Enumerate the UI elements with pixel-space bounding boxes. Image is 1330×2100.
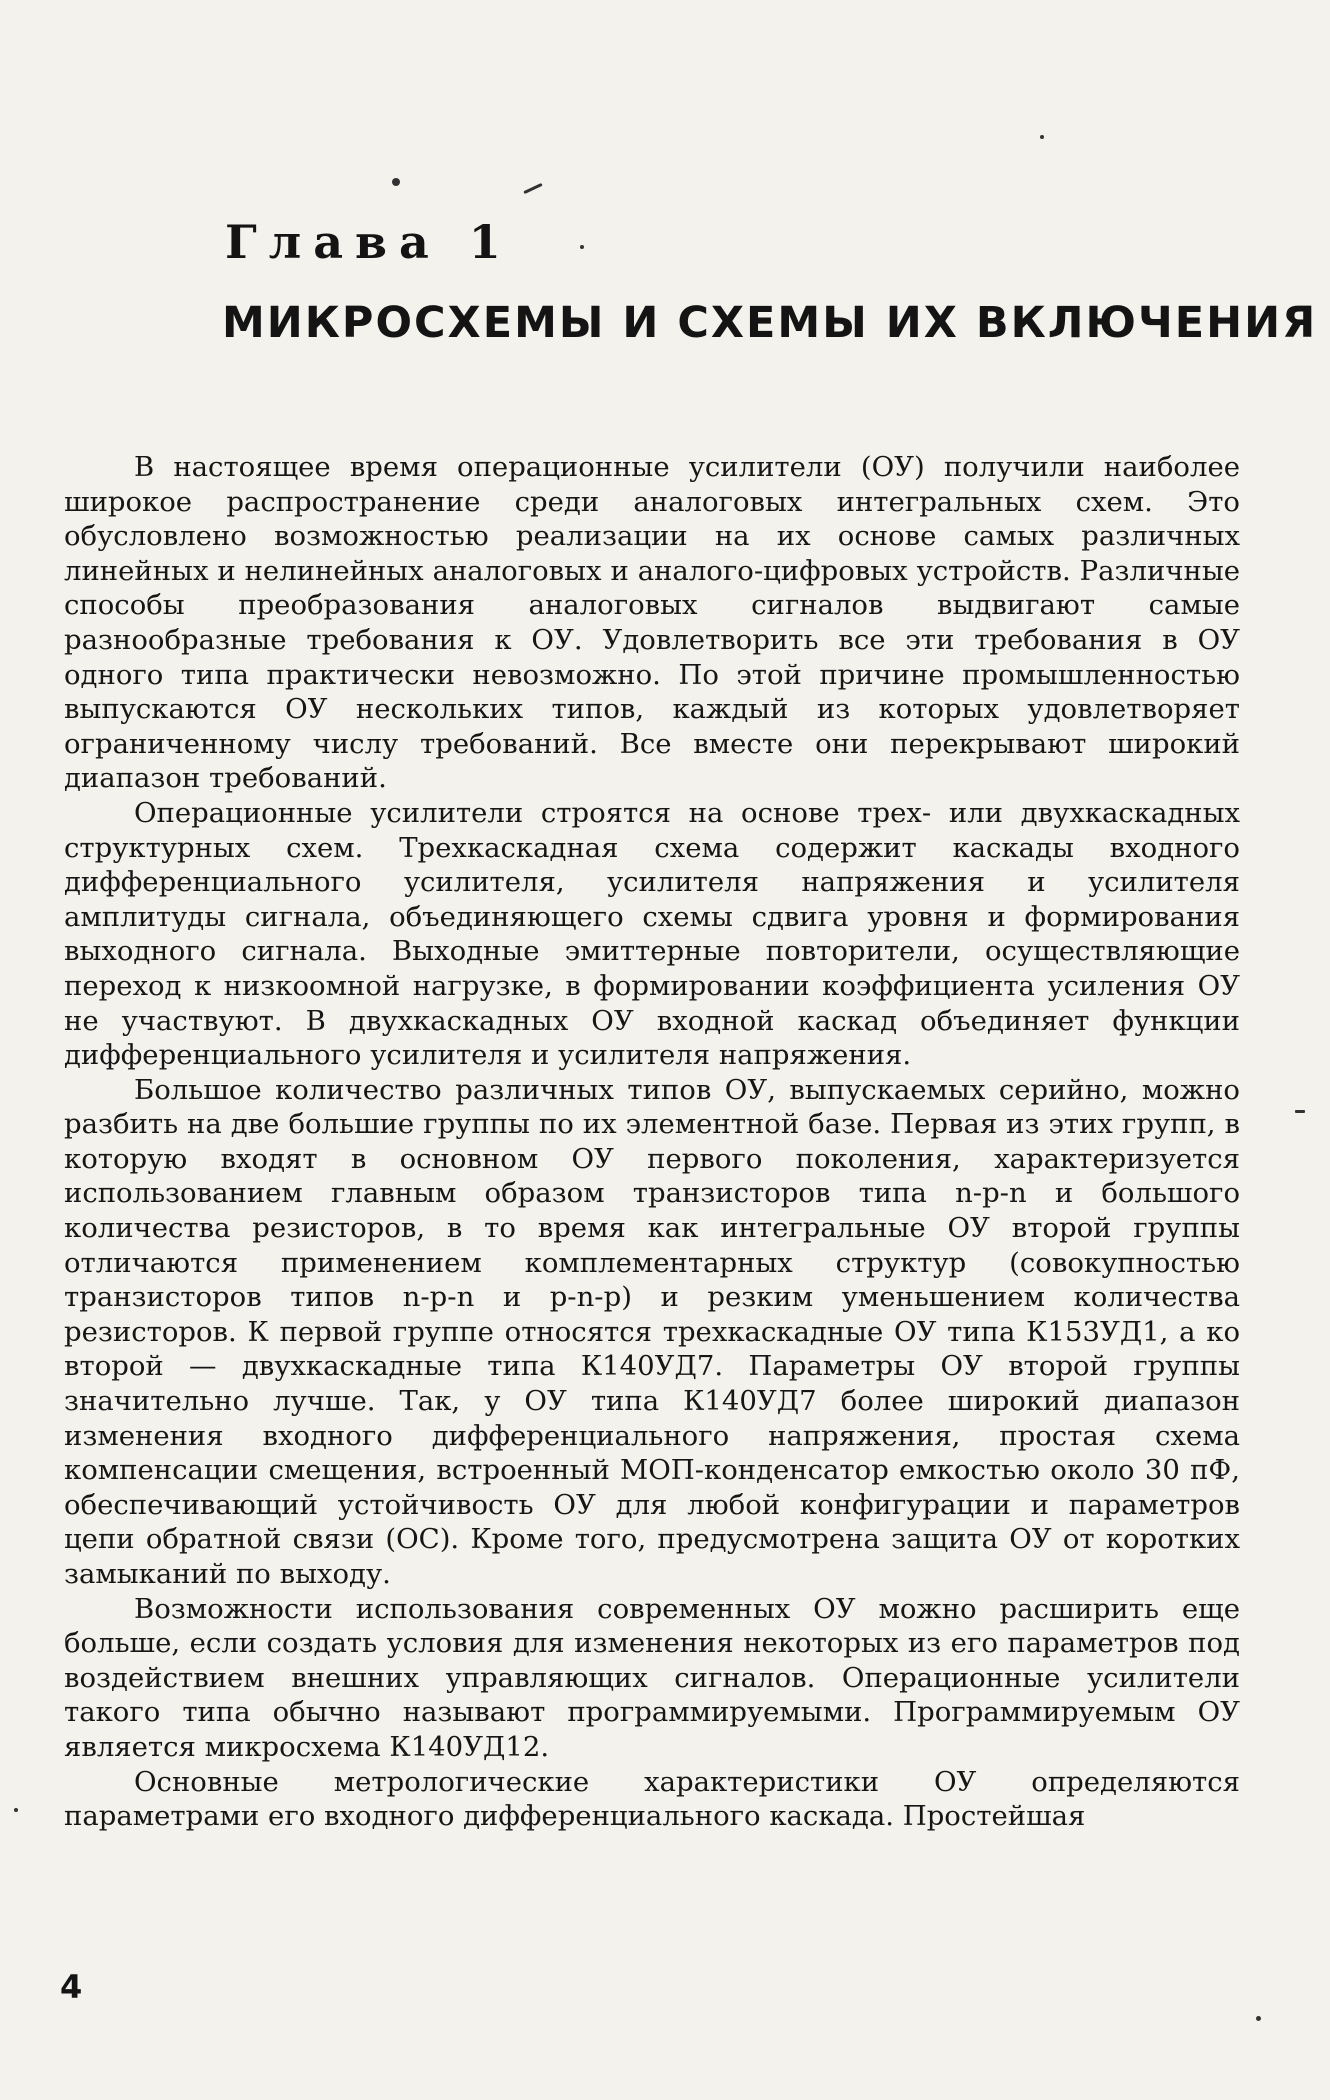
scan-speck — [523, 183, 542, 194]
paragraph: В настоящее время операционные усилители (ОУ) получили наиболее широкое распространение среди аналоговых интегральных схем. Это обусловлено возможностью реализации на их основе самых различных линейных и нелинейных аналоговых и аналого-цифровых устройств. Различные способы преобразования аналоговых сигналов выдвигают самые разнообразные требования к ОУ. Удовлетворить все эти требования в ОУ одного типа практически невозможно. По этой причине промышленностью выпускаются ОУ нескольких типов, каждый из которых удовлетворяет ограниченному числу требований. Все вместе они перекрывают широкий диапазон требований. — [64, 451, 1240, 795]
paragraph: Большое количество различных типов ОУ, выпускаемых серийно, можно разбить на две большие группы по их элементной базе. Первая из этих групп, в которую входят в основном ОУ первого поколения, характеризуется использованием главным образом транзисторов типа n-p-n и большого количества резисторов, в то время как интегральные ОУ второй группы отличаются применением комплементарных структур (совокупностью транзисторов типов n-p-n и p-n-p) и резким уменьшением количества резисторов. К первой группе относятся трехкаскадные ОУ типа К153УД1, а ко второй — двухкаскадные типа К140УД7. Параметры ОУ второй группы значительно лучше. Так, у ОУ типа К140УД7 более широкий диапазон изменения входного дифференциального напряжения, простая схема компенсации смещения, встроенный МОП-конденсатор емкостью около 30 пФ, обеспечивающий устойчивость ОУ для любой конфигурации и параметров цепи обратной связи (ОС). Кроме того, предусмотрена защита ОУ от коротких замыканий по выходу. — [64, 1073, 1240, 1590]
body-text — [64, 450, 1240, 1834]
paragraph: Основные метрологические характеристики ОУ определяются параметрами его входного дифференциального каскада. Простейшая — [64, 1765, 1240, 1833]
scan-speck — [14, 1808, 18, 1812]
chapter-label: Глава 1 — [225, 215, 513, 269]
scan-speck — [392, 178, 400, 186]
scan-speck — [1256, 2016, 1261, 2021]
page-number: 4 — [60, 1968, 83, 2006]
scan-speck — [1040, 135, 1044, 139]
scan-speck — [580, 245, 584, 249]
chapter-title: МИКРОСХЕМЫ И СХЕМЫ ИХ ВКЛЮЧЕНИЯ — [222, 298, 1318, 348]
scan-speck — [1295, 1110, 1305, 1113]
paragraph: Возможности использования современных ОУ можно расширить еще больше, если создать условия для изменения некоторых из его параметров под воздействием внешних управляющих сигналов. Операционные усилители такого типа обычно называют программируемыми. Программируемым ОУ является микросхема К140УД12. — [64, 1592, 1240, 1763]
paragraph: Операционные усилители строятся на основе трех- или двухкаскадных структурных схем. Трехкаскадная схема содержит каскады входного дифференциального усилителя, усилителя напряжения и усилителя амплитуды сигнала, объединяющего схемы сдвига уровня и формирования выходного сигнала. Выходные эмиттерные повторители, осуществляющие переход к низкоомной нагрузке, в формировании коэффициента усиления ОУ не участвуют. В двухкаскадных ОУ входной каскад объединяет функции дифференциального усилителя и усилителя напряжения. — [64, 796, 1240, 1072]
